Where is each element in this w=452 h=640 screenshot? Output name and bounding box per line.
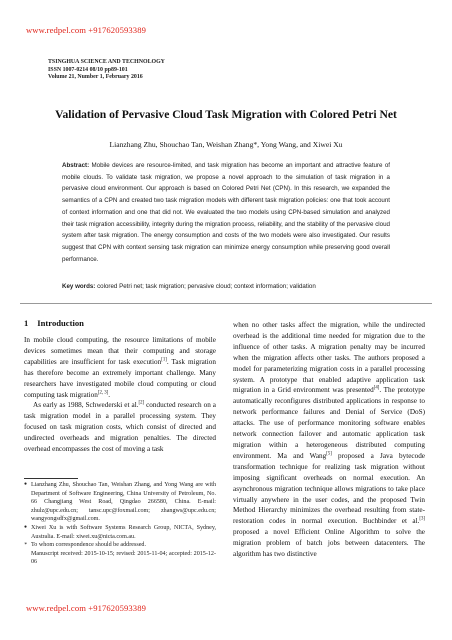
journal-issn: ISSN 1007-0214 08/10 pp89-101 <box>48 66 128 73</box>
journal-header <box>48 59 165 82</box>
citation-ref: [4] <box>373 386 380 392</box>
intro-p1-text-b: . Task migration has therefore become an extremely important challenge. Many researchers have investigated mobile cloud computing or cloud computing task migration <box>24 357 216 399</box>
intro-p1-text-a: In mobile cloud computing, the resource limitations of mobile devices sometimes mean that their computing and storage capabilities are insufficient for task execution <box>24 336 216 366</box>
footnote-manuscript-dates <box>24 550 216 567</box>
section-divider <box>20 303 432 304</box>
footnote-text: Manuscript received: 2015-10-15; revised: 2015-11-04; accepted: 2015-12-06 <box>31 550 216 566</box>
keywords <box>62 283 390 290</box>
citation-ref: [3] <box>419 516 425 522</box>
intro-text: proposed a novel Efficient Online Algorithm to solve the migration problem of batch jobs between datacenters. The algorithm has two distinctive <box>233 528 425 559</box>
intro-text: proposed a Java bytecode transformation technique for realizing task migration without imposing significant overheads on normal execution. An asynchronous migration technique allows migrations to take place virtually anywhere in the user codes, and the proposed Twin Method Hierarchy minimizes the overhead resulting from state-restoration codes in normal execution. Buchbinder et al. <box>233 451 425 526</box>
abstract-text: Mobile devices are resource-limited, and task migration has become an important and attractive feature of mobile clouds. To validate task migration, we propose a novel approach to the simulation of task migration in a pervasive cloud environment. Our approach is based on Colored Petri Net (CPN). In this research, we expanded the semantics of a CPN and created two task migration models with different task migration policies: one that took account of context information and one that did not. We evaluated the two models using CPN-based simulation and analyzed their task migration accessibility, integrity during the migration process, reliability, and the stability of the pervasive cloud system after task migration. The energy consumption and costs of the two models were also investigated. Our results suggest that CPN with context sensing task migration can minimize energy consumption while preserving good overall performance. <box>62 162 390 263</box>
watermark-top: www.redpel.com +917620593389 <box>26 25 146 35</box>
left-column <box>24 335 216 455</box>
keywords-label: Key words: <box>62 283 96 290</box>
right-column <box>233 320 425 560</box>
keywords-text: colored Petri net; task migration; pervasive cloud; context information; validation <box>95 283 316 290</box>
intro-paragraph-continued <box>233 320 425 560</box>
footnote-text: Lianzhang Zhu, Shouchao Tan, Weishan Zhang, and Yong Wang are with Department of Software Engineering, China University of Petroleum, No. 66 Changjiang West Road, Qingdao 266580, China. E-mail: zhulz@upc.edu.cn; tansc.upc@foxmail.com; zhangws@upc.edu.cn; wangyongsdfx@gmail.com. <box>31 482 216 523</box>
footnote-affiliation-2 <box>24 524 216 541</box>
paper-title: Validation of Pervasive Cloud Task Migration with Colored Petri Net <box>55 108 397 121</box>
citation-ref: [1] <box>161 357 167 363</box>
footnote-rule <box>24 478 78 479</box>
section-heading <box>24 318 84 328</box>
citation-ref: [2] <box>138 401 145 407</box>
intro-text: when no other tasks affect the migration, while the undirected overhead is the additional time needed for migration due to the influence of other tasks. A migration penalty may be incurred when the migration affects other tasks. The authors proposed a model for parameterizing migration costs in a parallel processing system. A prototype that enabled adaptive application task migration in a Grid environment was presented <box>233 321 425 395</box>
journal-volume: Volume 21, Number 1, February 2016 <box>48 74 143 81</box>
footnote-affiliation-1 <box>24 481 216 524</box>
footnote-text: To whom correspondence should be addressed. <box>31 542 146 549</box>
intro-paragraph-1 <box>24 335 216 400</box>
intro-p1-text-c: . <box>108 390 111 399</box>
paper-authors: Lianzhang Zhu, Shouchao Tan, Weishan Zhang*, Yong Wang, and Xiwei Xu <box>109 140 343 149</box>
abstract-label: Abstract: <box>62 162 90 169</box>
footnotes <box>24 481 216 567</box>
section-title: Introduction <box>37 318 84 328</box>
intro-text: . The prototype automatically reconfigures distributed applications in response to network performance failures and Denial of Service (DoS) attacks. The use of performance monitoring software enables network connection failover and automatic application task migration within a heterogeneous distributed computing environment. Ma and Wang <box>233 386 425 460</box>
intro-p2-text-b: conducted research on a task migration model in a parallel processing system. They focused on task migration costs, which consist of directed and undirected overheads and migration penalties. The directed overhead encompasses the cost of moving a task <box>24 401 216 454</box>
footnote-text: Xiwei Xu is with Software Systems Research Group, NICTA, Sydney, Australia. E-mail: xiwei.xu@nicta.com.au. <box>31 524 216 540</box>
section-number: 1 <box>24 318 29 328</box>
abstract <box>62 160 390 265</box>
citation-ref: [2, 3] <box>97 390 109 396</box>
asterisk-icon: ∗ <box>24 542 28 548</box>
intro-p2-text-a: As early as 1988, Schwederski et al. <box>33 401 139 410</box>
bullet-icon: ● <box>24 482 28 487</box>
footnote-correspondence <box>24 541 216 550</box>
journal-name: TSINGHUA SCIENCE AND TECHNOLOGY <box>48 59 165 65</box>
citation-ref: [5] <box>326 451 332 457</box>
bullet-icon: ● <box>24 524 28 530</box>
watermark-bottom: www.redpel.com +917620593389 <box>26 603 146 613</box>
intro-paragraph-2 <box>24 400 216 455</box>
